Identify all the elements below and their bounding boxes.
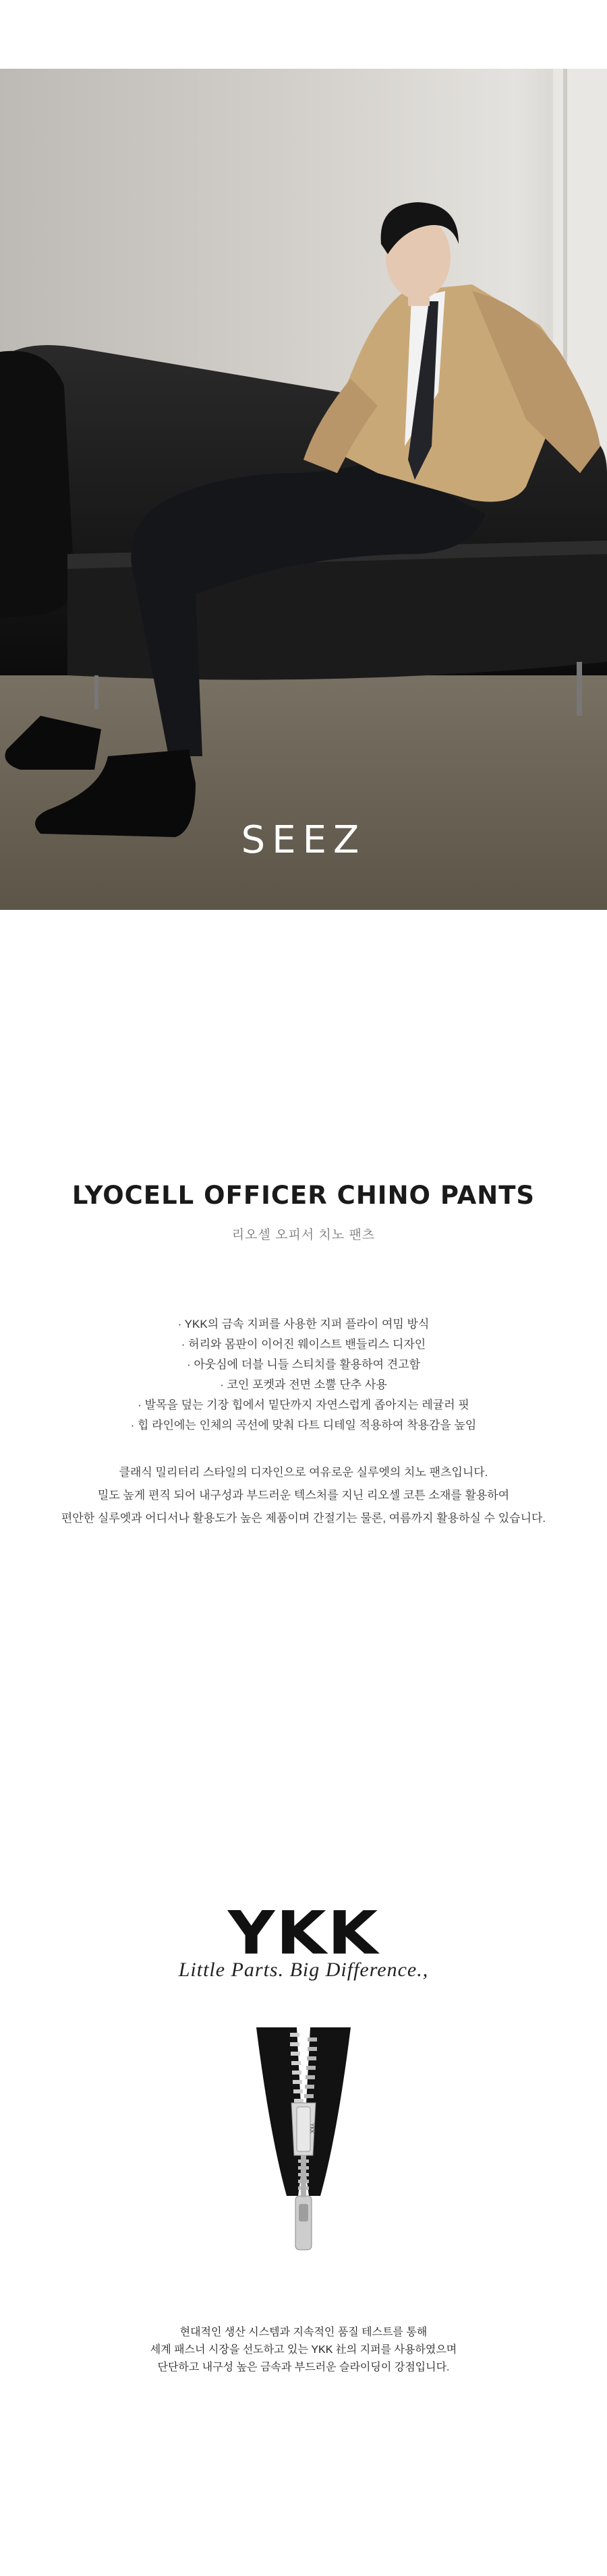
hero-illustration: [0, 69, 607, 910]
zipper-icon: [250, 2027, 357, 2257]
product-title: LYOCELL OFFICER CHINO PANTS: [71, 1181, 536, 1210]
hero-photo: [0, 69, 607, 910]
feature-item: · 힙 라인에는 인체의 곡선에 맞춰 다트 디테일 적용하여 착용감을 높임: [130, 1419, 477, 1432]
feature-item: · YKK의 금속 지퍼를 사용한 지퍼 플라이 여밈 방식: [177, 1318, 430, 1330]
feature-item: · 허리와 몸판이 이어진 웨이스트 밴들리스 디자인: [181, 1338, 426, 1351]
description-line: 클래식 밀리터리 스타일의 디자인으로 여유로운 실루엣의 치노 팬츠입니다.: [119, 1466, 488, 1479]
zipper-brand-mark: YKK: [309, 2123, 315, 2134]
zipper-illustration: [250, 2027, 357, 2257]
ykk-slogan: Little Parts. Big Difference.,: [178, 1959, 429, 1981]
product-subtitle: 리오셀 오피서 치노 팬츠: [231, 1228, 376, 1242]
description-line: 밀도 높게 편직 되어 내구성과 부드러운 텍스처를 지닌 리오셀 코튼 소재를 활용하여: [97, 1489, 510, 1502]
description-line: 편안한 실루엣과 어디서나 활용도가 높은 제품이며 간절기는 물론, 여름까지 활용하실 수 있습니다.: [61, 1512, 546, 1525]
ykk-description-line: 현대적인 생산 시스템과 지속적인 품질 테스트를 통해: [179, 2327, 428, 2338]
feature-item: · 코인 포켓과 전면 소뿔 단추 사용: [220, 1378, 387, 1391]
ykk-description-line: 단단하고 내구성 높은 금속과 부드러운 슬라이딩이 강점입니다.: [157, 2362, 450, 2373]
ykk-description-line: 세계 패스너 시장을 선도하고 있는 YKK 社의 지퍼를 사용하였으며: [150, 2344, 457, 2356]
ykk-description: [0, 2324, 607, 2376]
product-description: [0, 1461, 607, 1530]
brand-logo: SEEZ: [241, 818, 366, 862]
feature-item: · 발목을 덮는 기장 힙에서 밑단까지 자연스럽게 좁아지는 레귤러 핏: [138, 1399, 469, 1411]
feature-list: [0, 1314, 607, 1436]
feature-item: · 아웃심에 더블 니들 스티치를 활용하여 견고함: [186, 1358, 421, 1371]
ykk-logo: YKK: [227, 1898, 380, 1968]
